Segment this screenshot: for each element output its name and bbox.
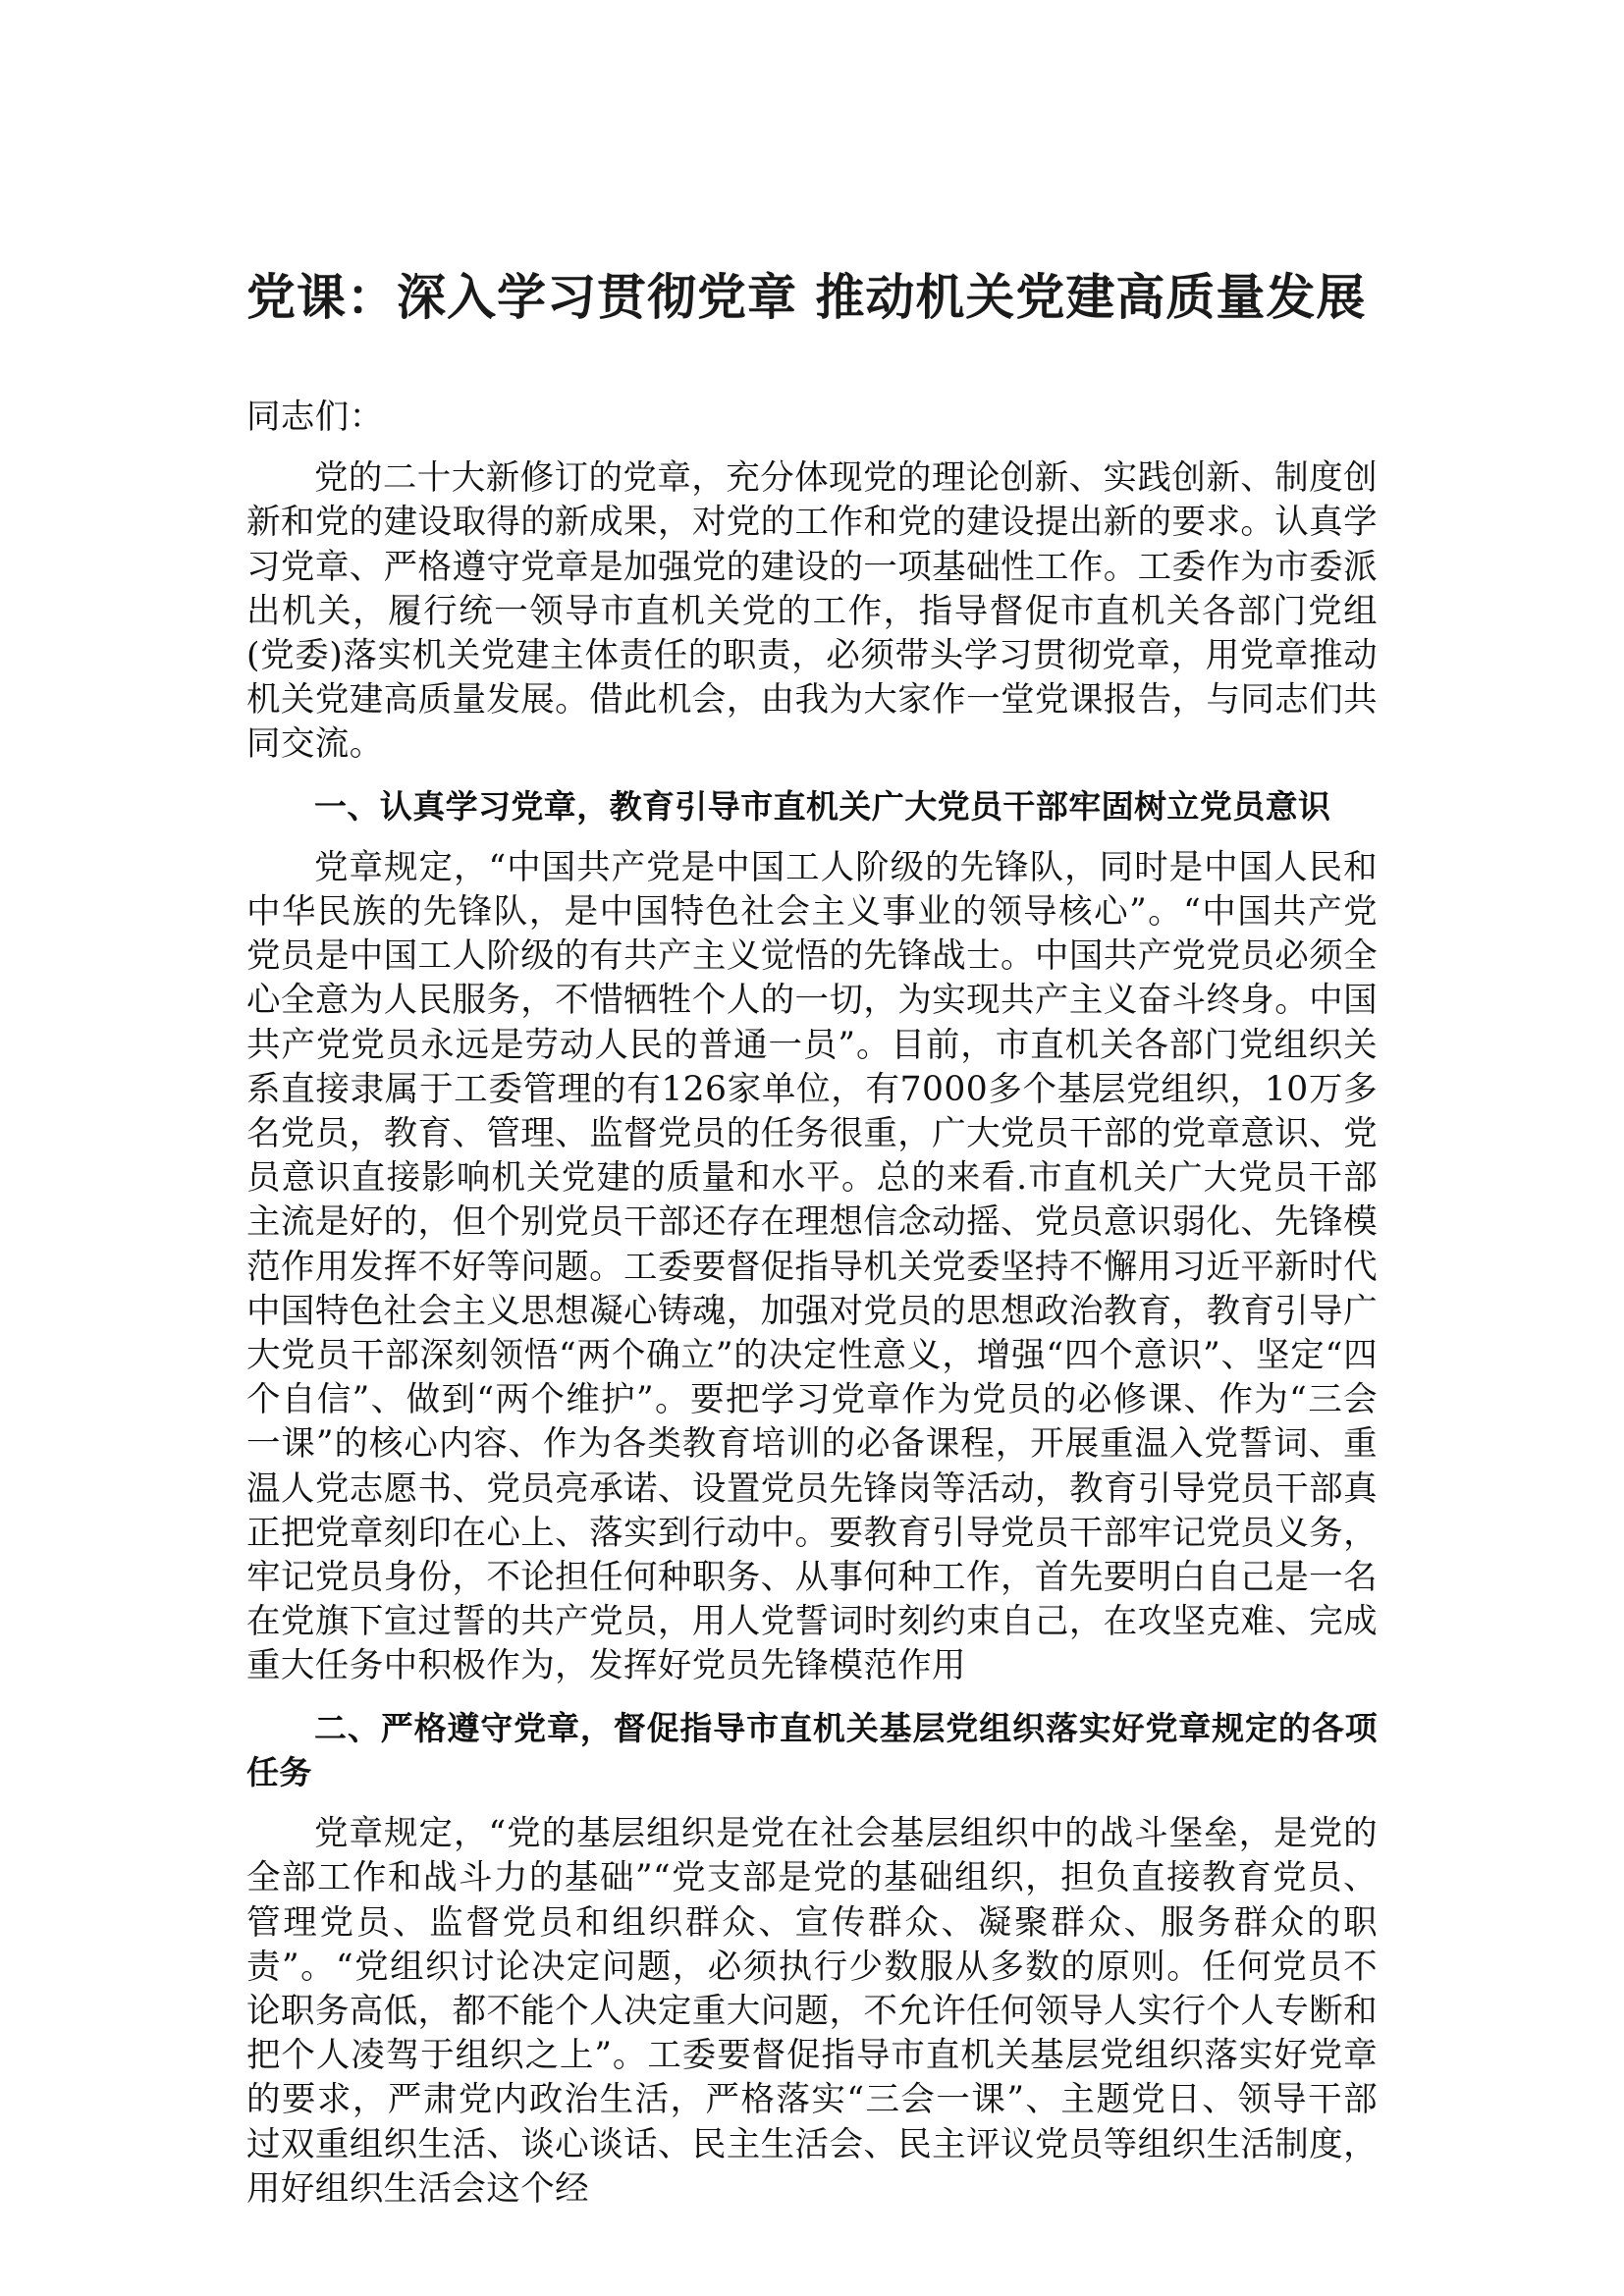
intro-paragraph: 党的二十大新修订的党章，充分体现党的理论创新、实践创新、制度创新和党的建设取得的新成果，对党的工作和党的建设提出新的要求。认真学习党章、严格遵守党章是加强党的建设的一项基础性工作。工委作为市委派出机关，履行统一领导市直机关党的工作，指导督促市直机关各部门党组(党委)落实机关党建主体责任的职责，必须带头学习贯彻党章，用党章推动机关党建高质量发展。借此机会，由我为大家作一堂党课报告，与同志们共同交流。	[246, 458, 1378, 765]
section-heading-1: 一、认真学习党章，教育引导市直机关广大党员干部牢固树立党员意识	[314, 786, 1331, 826]
section-body-1: 党章规定，“中国共产党是中国工人阶级的先锋队，同时是中国人民和中华民族的先锋队，是中国特色社会主义事业的领导核心”。“中国共产党党员是中国工人阶级的有共产主义觉悟的先锋战士。中国共产党党员必须全心全意为人民服务，不惜牺牲个人的一切，为实现共产主义奋斗终身。中国共产党党员永远是劳动人民的普通一员”。目前，市直机关各部门党组织关系直接隶属于工委管理的有126家单位，有7000多个基层党组织，10万多名党员，教育、管理、监督党员的任务很重，广大党员干部的党章意识、党员意识直接影响机关党建的质量和水平。总的来看.市直机关广大党员干部主流是好的，但个别党员干部还存在理想信念动摇、党员意识弱化、先锋模范作用发挥不好等问题。工委要督促指导机关党委坚持不懈用习近平新时代中国特色社会主义思想凝心铸魂，加强对党员的思想政治教育，教育引导广大党员干部深刻领悟“两个确立”的决定性意义，增强“四个意识”、坚定“四个自信”、做到“两个维护”。要把学习党章作为党员的必修课、作为“三会一课”的核心内容、作为各类教育培训的必备课程，开展重温入党誓词、重温人党志愿书、党员亮承诺、设置党员先锋岗等活动，教育引导党员干部真正把党章刻印在心上、落实到行动中。要教育引导党员干部牢记党员义务，牢记党员身份，不论担任何种职务、从事何种工作，首先要明白自己是一名在党旗下宣过誓的共产党员，用人党誓词时刻约束自己，在攻坚克难、完成重大任务中积极作为，发挥好党员先锋模范作用	[246, 847, 1378, 1686]
section-heading-2: 二、严格遵守党章，督促指导市直机关基层党组织落实好党章规定的各项任务	[246, 1708, 1378, 1791]
salutation: 同志们：	[246, 398, 384, 437]
document-title: 党课：深入学习贯彻党章 推动机关党建高质量发展	[246, 269, 1367, 326]
document-body	[246, 263, 1378, 2228]
section-body-2: 党章规定，“党的基层组织是党在社会基层组织中的战斗堡垒，是党的全部工作和战斗力的基础”“党支部是党的基础组织，担负直接教育党员、管理党员、监督党员和组织群众、宣传群众、凝聚群众、服务群众的职责”。“党组织讨论决定问题，必须执行少数服从多数的原则。任何党员不论职务高低，都不能个人决定重大问题，不允许任何领导人实行个人专断和把个人凌驾于组织之上”。工委要督促指导市直机关基层党组织落实好党章的要求，严肃党内政治生活，严格落实“三会一课”、主题党日、领导干部过双重组织生活、谈心谈话、民主生活会、民主评议党员等组织生活制度，用好组织生活会这个经	[246, 1814, 1378, 2209]
